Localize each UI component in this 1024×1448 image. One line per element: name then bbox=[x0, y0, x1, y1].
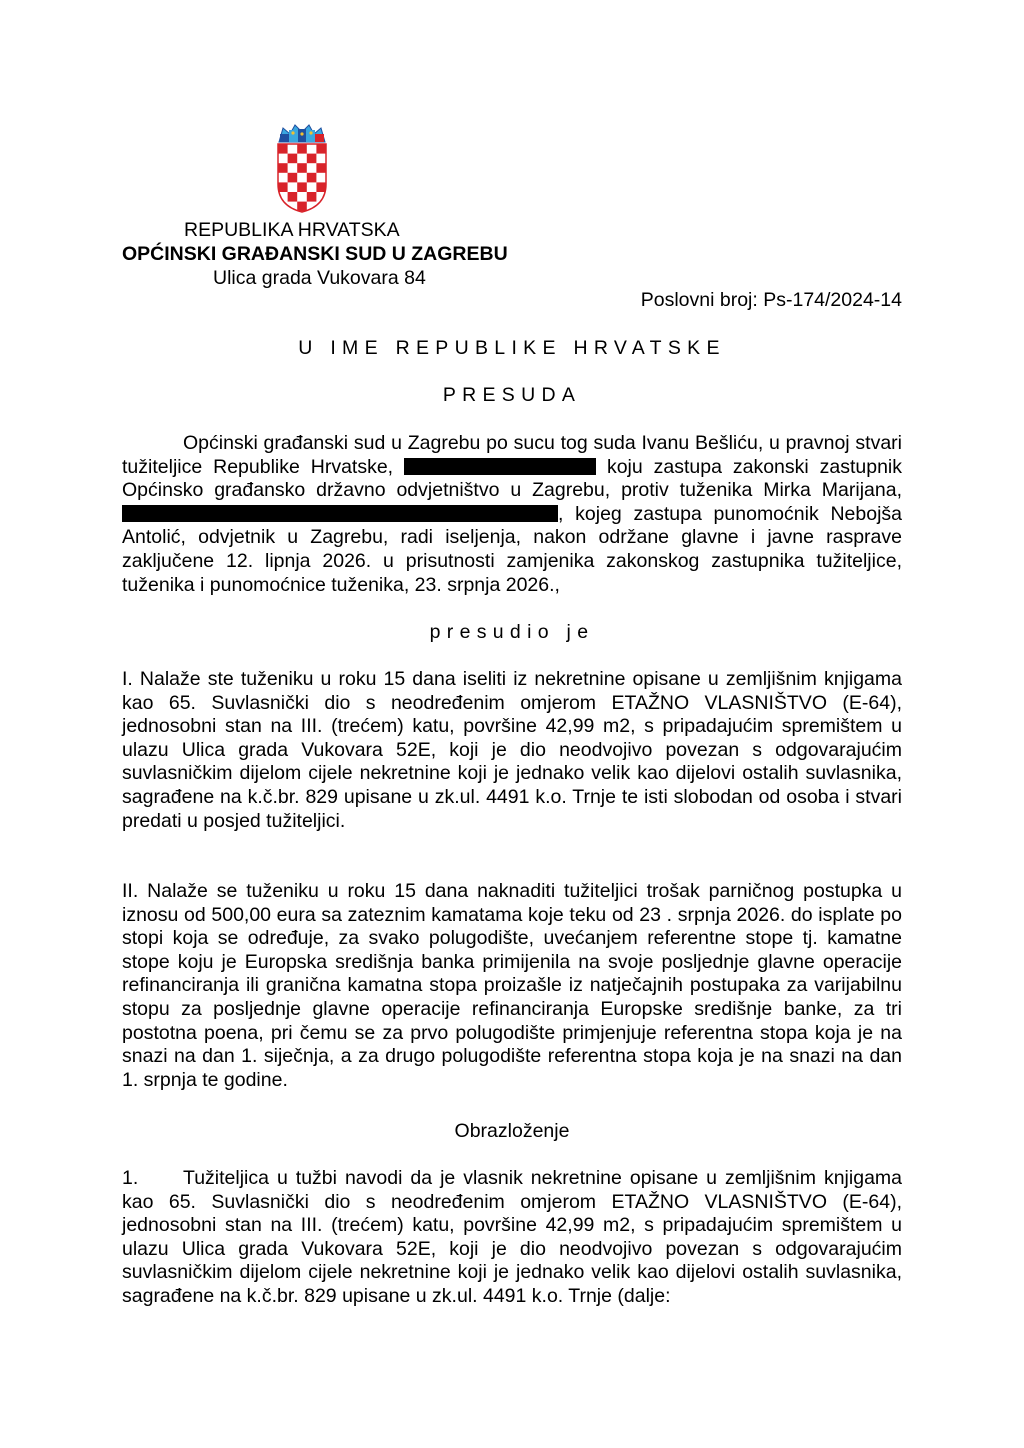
header-country: REPUBLIKA HRVATSKA bbox=[184, 219, 400, 241]
title-verdict: PRESUDA bbox=[442, 384, 582, 406]
ruling-item-2: II. Nalaže se tuženiku u roku 15 dana naknaditi tužiteljici trošak parničnog postupka u iznosu od 500,00 eura sa zateznim kamatama koje teku od 23 . srpnja 2026. do isplate po stopi koja se određuje, za svako polugodište, uvećanjem referentne stope tj. kamatne stope koju je Europska središnja banka primijenila na svoje posljednje glavne operacije refinanciranja ili granična kamatna stopa proizašle iz natječajnih postupaka za varijabilnu stopu za posljednje glavne operacije refinanciranja Europske središnje banke, za tri postotna poena, pri čemu se za prvo polugodište primjenjuje referentna stopa koja je na snazi na dan 1. siječnja, a za drugo polugodište referentna stopa koja je na snazi na dan 1. srpnja te godine. bbox=[122, 880, 902, 1091]
case-number: Poslovni broj: Ps-174/2024-14 bbox=[640, 289, 902, 311]
title-decided: presudio je bbox=[429, 621, 595, 643]
title-reasoning: Obrazloženje bbox=[454, 1120, 570, 1142]
header-court-address: Ulica grada Vukovara 84 bbox=[213, 267, 426, 289]
redaction-block bbox=[122, 505, 558, 522]
intro-text-1: Općinski građanski sud u Zagrebu po sucu tog suda Ivanu Bešliću, u pravnoj stvari tužiteljice Republike Hrvatske, bbox=[122, 432, 902, 478]
reasoning-text: Tužiteljica u tužbi navodi da je vlasnik nekretnine opisane u zemljišnim knjigama kao 65. Suvlasnički dio s neodređenim omjerom ETAŽNO VLASNIŠTVO (E-64), jednosobni stan na III. (trećem) katu, površine 42,99 m2, s pripadajućim spremištem u ulazu Ulica grada Vukovara 52E, koji je dio neodvojivo povezan s odgovarajućim suvlasničkim dijelom cijele nekretnine koji je jednako velik kao dijelovi ostalih suvlasnika, sagrađene na k.č.br. 829 upisane u zk.ul. 4491 k.o. Trnje (dalje: bbox=[122, 1167, 902, 1307]
header-court-name: OPĆINSKI GRAĐANSKI SUD U ZAGREBU bbox=[122, 243, 508, 265]
intro-text-2: koju zastupa zakonski zastupnik Općinsko građansko državno odvjetništvo u Zagrebu, protiv tuženika Mirka Marijana, bbox=[122, 455, 903, 502]
coat-of-arms-icon bbox=[276, 122, 328, 214]
intro-paragraph bbox=[122, 432, 902, 597]
paragraph-number: 1. bbox=[122, 1167, 139, 1189]
reasoning-paragraph-1 bbox=[122, 1167, 902, 1309]
ruling-item-1: I. Nalaže ste tuženiku u roku 15 dana iseliti iz nekretnine opisane u zemljišnim knjigama kao 65. Suvlasnički dio s neodređenim omjerom ETAŽNO VLASNIŠTVO (E-64), jednosobni stan na III. (trećem) katu, površine 42,99 m2, s pripadajućim spremištem u ulazu Ulica grada Vukovara 52E, koji je dio neodvojivo povezan s odgovarajućim suvlasničkim dijelom cijele nekretnine koji je jednako velik kao dijelovi ostalih suvlasnika, sagrađene na k.č.br. 829 upisane u zk.ul. 4491 k.o. Trnje te isti slobodan od osoba i stvari predati u posjed tužiteljici. bbox=[122, 668, 902, 832]
redaction-block bbox=[404, 458, 596, 475]
title-in-name: U IME REPUBLIKE HRVATSKE bbox=[298, 337, 726, 359]
intro-text-3: , kojeg zastupa punomoćnik Nebojša Antolić, odvjetnik u Zagrebu, radi iseljenja, nakon održane glavne i javne rasprave zaključene 12. lipnja 2026. u prisutnosti zamjenika zakonskog zastupnika tužiteljice, tuženika i punomoćnice tuženika, 23. srpnja 2026., bbox=[122, 502, 902, 596]
